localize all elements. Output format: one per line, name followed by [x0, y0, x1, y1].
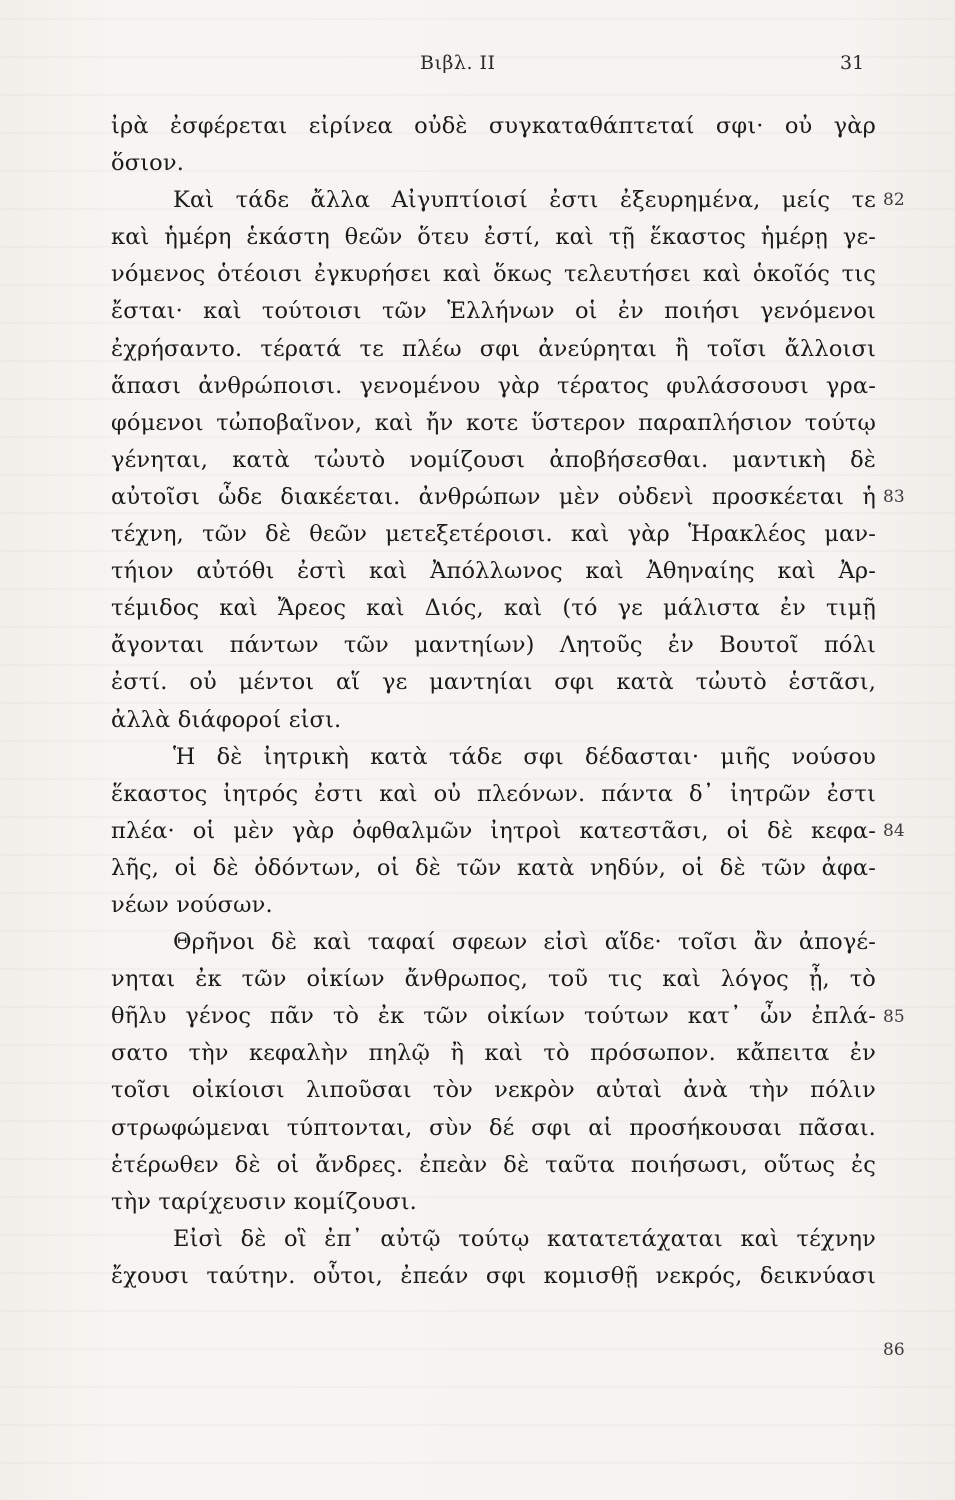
- text-line: ἄγονται πάντων τῶν μαντηίων) Λητοῦς ἐν Βουτοῖ πόλι: [111, 632, 876, 659]
- running-head: [0, 52, 955, 82]
- text-line: Ἡ δὲ ἰητρικὴ κατὰ τάδε σφι δέδασται· μιῆς νούσου: [173, 743, 876, 770]
- section-number: 85: [883, 1007, 905, 1027]
- text-line: νέων νούσων.: [111, 891, 273, 918]
- body-text: [111, 108, 876, 1448]
- text-line: ἑτέρωθεν δὲ οἱ ἄνδρες. ἐπεὰν δὲ ταῦτα ποιήσωσι, οὕτως ἐς: [111, 1151, 876, 1178]
- text-line: Καὶ τάδε ἄλλα Αἰγυπτίοισί ἐστι ἐξευρημένα, μείς τε: [173, 187, 876, 214]
- text-line: ἐχρήσαντο. τέρατά τε πλέω σφι ἀνεύρηται ἢ τοῖσι ἄλλοισι: [111, 335, 876, 362]
- section-number: 83: [883, 487, 905, 507]
- text-line: σατο τὴν κεφαλὴν πηλῷ ἢ καὶ τὸ πρόσωπον. κἄπειτα ἐν: [111, 1040, 876, 1067]
- text-line: τήιον αὐτόθι ἐστὶ καὶ Ἀπόλλωνος καὶ Ἀθηναίης καὶ Ἀρ-: [111, 558, 876, 585]
- text-line: νηται ἐκ τῶν οἰκίων ἄνθρωπος, τοῦ τις καὶ λόγος ᾖ, τὸ: [111, 966, 876, 993]
- text-line: τὴν ταρίχευσιν κομίζουσι.: [111, 1188, 417, 1215]
- text-line: ἅπασι ἀνθρώποισι. γενομένου γὰρ τέρατος φυλάσσουσι γρα-: [111, 372, 876, 399]
- section-number: 84: [883, 821, 905, 841]
- section-number: 82: [883, 190, 905, 210]
- text-line: νόμενος ὁτέοισι ἐγκυρήσει καὶ ὅκως τελευτήσει καὶ ὁκοῖός τις: [111, 261, 876, 288]
- text-line: πλέα· οἱ μὲν γὰρ ὀφθαλμῶν ἰητροὶ κατεστᾶσι, οἱ δὲ κεφα-: [111, 817, 876, 844]
- text-line: καὶ ἡμέρη ἑκάστη θεῶν ὅτευ ἐστί, καὶ τῇ ἕκαστος ἡμέρῃ γε-: [111, 224, 876, 251]
- text-line: Εἰσὶ δὲ οἳ ἐπ᾽ αὐτῷ τούτῳ κατατετάχαται καὶ τέχνην: [173, 1225, 876, 1252]
- text-line: αὐτοῖσι ὧδε διακέεται. ἀνθρώπων μὲν οὐδενὶ προσκέεται ἡ: [111, 483, 876, 510]
- text-line: θῆλυ γένος πᾶν τὸ ἐκ τῶν οἰκίων τούτων κατ᾽ ὦν ἐπλά-: [111, 1003, 876, 1030]
- text-line: ἔσται· καὶ τούτοισι τῶν Ἑλλήνων οἱ ἐν ποιήσι γενόμενοι: [111, 298, 876, 325]
- text-line: ἰρὰ ἐσφέρεται εἰρίνεα οὐδὲ συγκαταθάπτεταί σφι· οὐ γὰρ: [111, 113, 876, 139]
- margin-section-numbers: [883, 108, 933, 1448]
- section-number: 86: [883, 1340, 905, 1360]
- text-line: τοῖσι οἰκίοισι λιποῦσαι τὸν νεκρὸν αὐταὶ ἀνὰ τὴν πόλιν: [111, 1077, 876, 1104]
- text-line: Θρῆνοι δὲ καὶ ταφαί σφεων εἰσὶ αἵδε· τοῖσι ἂν ἀπογέ-: [173, 929, 876, 956]
- text-line: ἕκαστος ἰητρός ἐστι καὶ οὐ πλεόνων. πάντα δ᾽ ἰητρῶν ἐστι: [111, 780, 876, 807]
- text-line: τέχνη, τῶν δὲ θεῶν μετεξετέροισι. καὶ γὰρ Ἡρακλέος μαν-: [111, 521, 876, 548]
- text-line: στρωφώμεναι τύπτονται, σὺν δέ σφι αἱ προσήκουσαι πᾶσαι.: [111, 1114, 876, 1141]
- text-line: ἔχουσι ταύτην. οὗτοι, ἐπεάν σφι κομισθῇ νεκρός, δεικνύασι: [111, 1262, 876, 1289]
- text-line: φόμενοι τὠποβαῖνον, καὶ ἤν κοτε ὕστερον παραπλήσιον τούτῳ: [111, 409, 876, 436]
- text-line: ἀλλὰ διάφοροί εἰσι.: [111, 706, 342, 733]
- text-line: γένηται, κατὰ τὠυτὸ νομίζουσι ἀποβήσεσθαι. μαντικὴ δὲ: [111, 446, 876, 473]
- text-line: ἐστί. οὐ μέντοι αἵ γε μαντηίαι σφι κατὰ τὠυτὸ ἑστᾶσι,: [111, 669, 876, 696]
- page-number: 31: [840, 52, 865, 74]
- text-line: τέμιδος καὶ Ἄρεος καὶ Διός, καὶ (τό γε μάλιστα ἐν τιμῇ: [111, 595, 876, 622]
- text-line: λῆς, οἱ δὲ ὀδόντων, οἱ δὲ τῶν κατὰ νηδύν, οἱ δὲ τῶν ἀφα-: [111, 854, 876, 881]
- book-label: Βιβλ. ΙΙ: [420, 52, 496, 74]
- text-line: ὅσιον.: [111, 150, 185, 177]
